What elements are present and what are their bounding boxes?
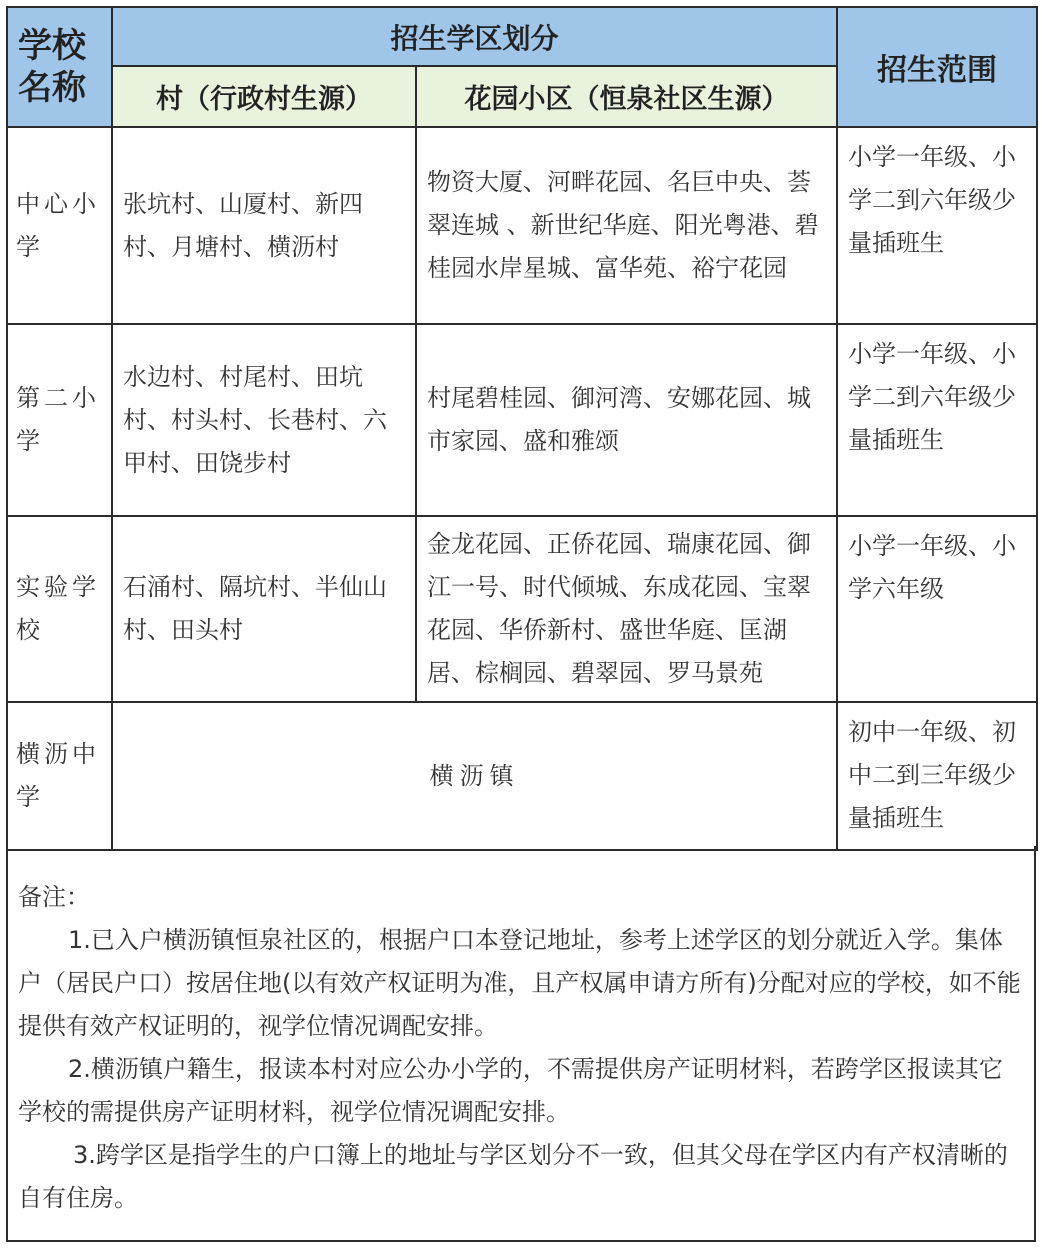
- header-village: 村（行政村生源）: [112, 66, 416, 127]
- village-cell: 水边村、村尾村、田坑村、村头村、长巷村、六甲村、田饶步村: [112, 324, 416, 516]
- table-row: [7, 324, 1037, 516]
- note-item-1: 1.已入户横沥镇恒泉社区的，根据户口本登记地址，参考上述学区的划分就近入学。集体户（居民户口）按居住地(以有效产权证明为准，且产权属申请方所有)分配对应的学校，如不能提供有效产权证明的，视学位情况调配安排。: [18, 926, 1021, 1040]
- village-cell: 石涌村、隔坑村、半仙山村、田头村: [112, 516, 416, 702]
- header-division: 招生学区划分: [112, 7, 837, 66]
- header-school-name: 学校 名称: [7, 7, 112, 127]
- school-name: 第二小学: [7, 324, 112, 516]
- scope-cell: 小学一年级、小学二到六年级少量插班生: [837, 127, 1037, 324]
- village-cell: 张坑村、山厦村、新四村、月塘村、横沥村: [112, 127, 416, 324]
- scope-cell: 小学一年级、小学六年级: [837, 516, 1037, 702]
- school-name: 横沥中学: [7, 702, 112, 850]
- scope-cell: 初中一年级、初中二到三年级少量插班生: [837, 702, 1037, 850]
- enrollment-document: [6, 6, 1036, 1242]
- note-item-3: 3.跨学区是指学生的户口簿上的地址与学区划分不一致，但其父母在学区内有产权清晰的自有住房。: [18, 1141, 1008, 1212]
- header-garden: 花园小区（恒泉社区生源）: [416, 66, 837, 127]
- school-name: 中心小学: [7, 127, 112, 324]
- header-scope: 招生范围: [837, 7, 1037, 127]
- notes-section: [6, 846, 1036, 1242]
- school-district-table: [6, 6, 1038, 851]
- table-row: [7, 127, 1037, 324]
- garden-cell: 金龙花园、正侨花园、瑞康花园、御江一号、时代倾城、东成花园、宝翠花园、华侨新村、盛世华庭、匡湖居、棕榈园、碧翠园、罗马景苑: [416, 516, 837, 702]
- school-name: 实验学校: [7, 516, 112, 702]
- note-item-2: 2.横沥镇户籍生，报读本村对应公办小学的，不需提供房产证明材料，若跨学区报读其它学校的需提供房产证明材料，视学位情况调配安排。: [18, 1055, 1003, 1126]
- merged-district-cell: 横沥镇: [112, 702, 837, 850]
- scope-cell: 小学一年级、小学二到六年级少量插班生: [837, 324, 1037, 516]
- garden-cell: 村尾碧桂园、御河湾、安娜花园、城市家园、盛和雅颂: [416, 324, 837, 516]
- table-row: [7, 702, 1037, 850]
- table-row: [7, 516, 1037, 702]
- notes-title: 备注：: [18, 883, 90, 911]
- garden-cell: 物资大厦、河畔花园、名巨中央、荟翠连城 、新世纪华庭、阳光粤港、碧桂园水岸星城、富华苑、裕宁花园: [416, 127, 837, 324]
